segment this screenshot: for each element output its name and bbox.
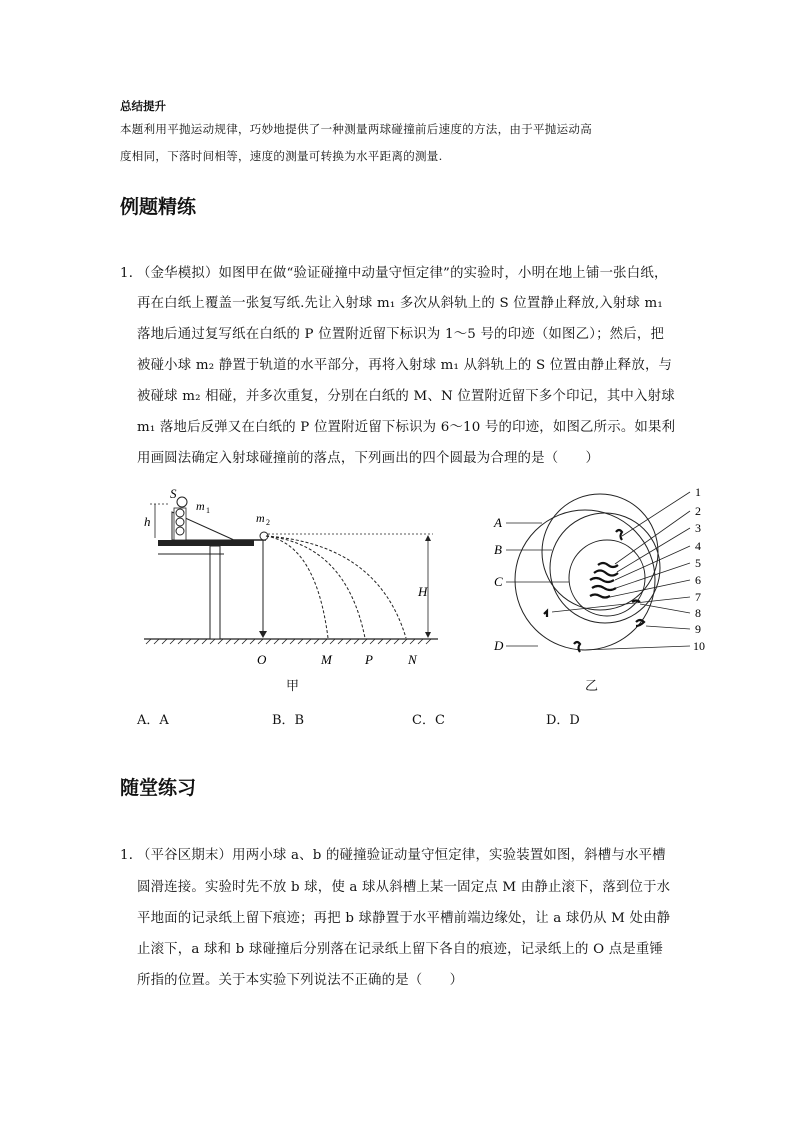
mark-number-7: 7: [695, 590, 701, 604]
option-a[interactable]: A．A: [137, 713, 169, 728]
problem2-line-3: 平地面的记录纸上留下痕迹；再把 b 球静置于水平槽前端边缘处，让 a 球仍从 M 处由静: [137, 911, 671, 926]
option-d[interactable]: D．D: [546, 713, 580, 728]
option-b[interactable]: B．B: [272, 713, 305, 728]
ball: [176, 518, 184, 526]
label-m1-sub: 1: [206, 506, 210, 515]
mark-number-9: 9: [695, 622, 701, 636]
problem2-line-5: 所指的位置。关于本实验下列说法不正确的是（ ）: [137, 973, 464, 988]
ground-hatching: [146, 639, 431, 644]
mark-number-2: 2: [695, 504, 701, 518]
ball: [176, 509, 184, 517]
figure-caption-jia: 甲: [286, 679, 300, 694]
summary-line-1: 本题利用平抛运动规律，巧妙地提供了一种测量两球碰撞前后速度的方法，由于平抛运动高: [120, 122, 592, 136]
problem1-line-6: m₁ 落地后反弹又在白纸的 P 位置附近留下标识为 6～10 号的印迹，如图乙所示。如果利: [137, 420, 676, 435]
table-top: [158, 540, 254, 546]
trajectory-N: [266, 536, 406, 638]
section-heading-examples: 例题精练: [120, 196, 197, 218]
mark-number-1: 1: [695, 485, 701, 499]
mark-number-4: 4: [695, 539, 701, 553]
mark-number-10: 10: [693, 639, 705, 653]
label-M: M: [321, 652, 332, 667]
option-c[interactable]: C．C: [412, 713, 445, 728]
label-h: h: [144, 514, 151, 529]
section-heading-practice: 随堂练习: [120, 777, 197, 799]
problem1-line-3: 落地后通过复写纸在白纸的 P 位置附近留下标识为 1～5 号的印迹（如图乙）；然后，把: [137, 327, 665, 342]
label-H: H: [418, 584, 428, 599]
problem2-line-2: 圆滑连接。实验时先不放 b 球，使 a 球从斜槽上某一固定点 M 由静止滚下，落到位于水: [137, 880, 671, 895]
mark-number-6: 6: [695, 573, 701, 587]
label-m2-sub: 2: [266, 518, 270, 527]
ball-m1: [177, 497, 187, 507]
circle-label-A: A: [494, 515, 502, 530]
problem1-line-2: 再在白纸上覆盖一张复写纸.先让入射球 m₁ 多次从斜轨上的 S 位置静止释放,入射球 m₁: [137, 296, 663, 311]
problem2-number: 1．: [120, 848, 143, 863]
mark-number-5: 5: [695, 556, 701, 570]
problem1-line-1: （金华模拟）如图甲在做“验证碰撞中动量守恒定律”的实验时，小明在地上铺一张白纸，: [137, 266, 668, 281]
trajectory-M: [266, 536, 328, 638]
summary-title: 总结提升: [120, 99, 166, 113]
problem1-line-5: 被碰球 m₂ 相碰，并多次重复，分别在白纸的 M、N 位置附近留下多个印记，其中入射球: [137, 389, 675, 404]
problem2-line-1: （平谷区期末）用两小球 a、b 的碰撞验证动量守恒定律，实验装置如图，斜槽与水平槽: [137, 848, 666, 863]
circle-D: [515, 510, 655, 650]
label-m1: m: [196, 499, 205, 513]
label-N: N: [408, 652, 417, 667]
table-leg: [210, 546, 220, 639]
ball: [176, 527, 184, 535]
circle-C: [569, 540, 645, 616]
figure-yi: [490, 480, 716, 670]
label-S: S: [170, 486, 177, 501]
plumb-arrow: [259, 631, 267, 638]
circle-label-C: C: [494, 574, 503, 589]
problem2-line-4: 止滚下，a 球和 b 球碰撞后分别落在记录纸上留下各自的痕迹，记录纸上的 O 点是重锤: [137, 942, 664, 957]
figure-caption-yi: 乙: [585, 679, 599, 694]
mark-number-8: 8: [695, 606, 701, 620]
summary-line-2: 度相同，下落时间相等，速度的测量可转换为水平距离的测量.: [120, 149, 443, 163]
problem1-number: 1．: [120, 266, 143, 281]
trajectory-P: [266, 536, 365, 638]
label-P: P: [365, 652, 373, 667]
figure-jia: [138, 482, 444, 682]
label-O: O: [257, 652, 267, 667]
problem1-line-7: 用画圆法确定入射球碰撞前的落点，下列画出的四个圆最为合理的是（ ）: [137, 451, 600, 466]
mark-number-3: 3: [695, 521, 701, 535]
circle-label-B: B: [494, 542, 502, 557]
label-m2: m: [256, 511, 265, 525]
problem1-line-4: 被碰小球 m₂ 静置于轨道的水平部分，再将入射球 m₁ 从斜轨上的 S 位置由静止释放，与: [137, 358, 673, 373]
ink-marks: [544, 530, 644, 652]
circle-label-D: D: [494, 638, 504, 653]
